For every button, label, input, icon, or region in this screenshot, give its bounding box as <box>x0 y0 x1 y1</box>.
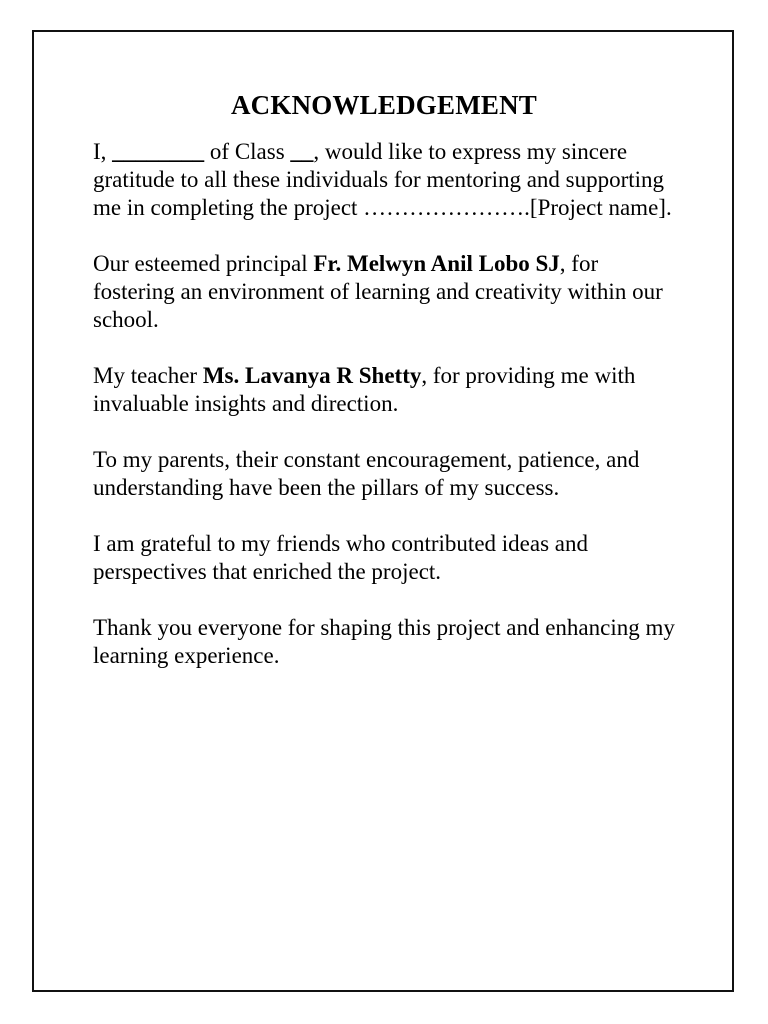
principal-text-after: , for fostering an environment of learning and creativity within our school. <box>93 251 663 332</box>
friends-paragraph: I am grateful to my friends who contributed ideas and perspectives that enriched the project. <box>93 531 588 584</box>
intro-text-start: I, <box>93 139 113 164</box>
teacher-text-before: My teacher <box>93 363 203 388</box>
student-name-blank: ________ <box>112 139 205 164</box>
principal-paragraph <box>93 250 683 334</box>
principal-text-before: Our esteemed principal <box>93 251 314 276</box>
intro-text-end: , would like to express my sincere gratitude to all these individuals for mentoring and supporting me in completing the project ………………….[Project name]. <box>93 139 672 220</box>
class-blank: __ <box>290 139 314 164</box>
page-title: ACKNOWLEDGEMENT <box>230 90 538 120</box>
teacher-text-after: , for providing me with invaluable insights and direction. <box>93 363 636 416</box>
teacher-name: Ms. Lavanya R Shetty <box>202 363 422 388</box>
intro-text-class: of Class <box>204 139 291 164</box>
intro-paragraph <box>93 138 683 222</box>
parents-paragraph: To my parents, their constant encouragement, patience, and understanding have been the pillars of my success. <box>93 447 640 500</box>
acknowledgement-body <box>93 138 683 670</box>
teacher-paragraph <box>93 362 683 418</box>
principal-name: Fr. Melwyn Anil Lobo SJ <box>313 251 560 276</box>
closing-paragraph: Thank you everyone for shaping this project and enhancing my learning experience. <box>93 615 675 668</box>
